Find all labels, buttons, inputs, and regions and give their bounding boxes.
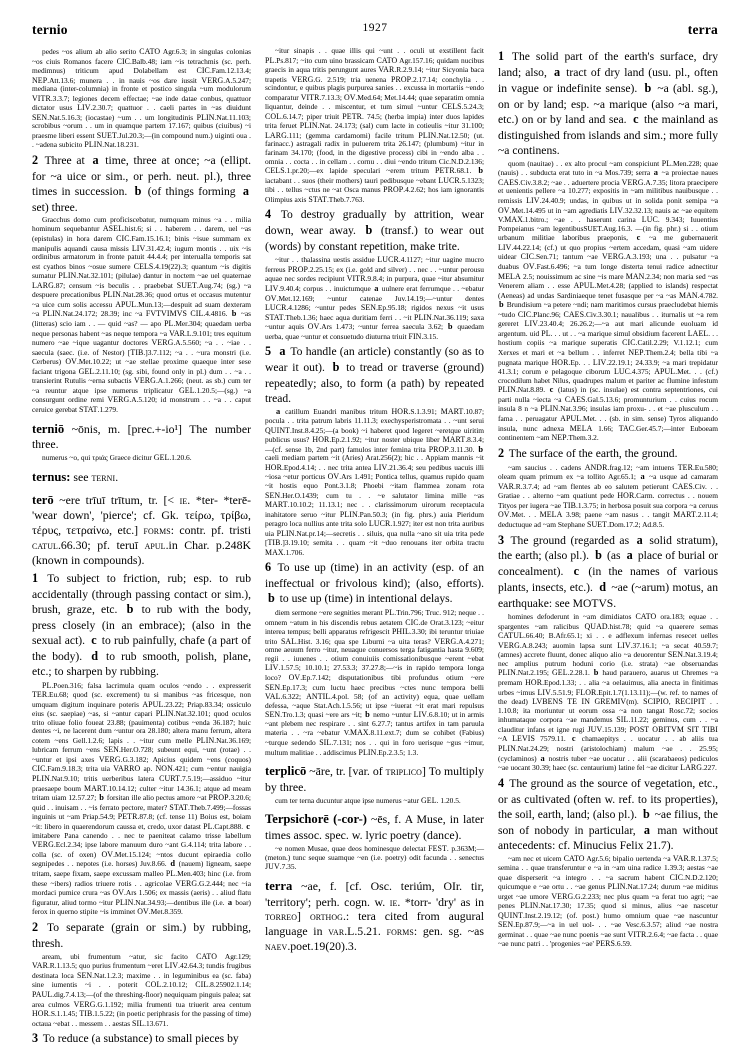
sense-paragraph (265, 560, 484, 607)
headword-definition: ~ere trīuī trītum, tr. [< IE. *ter- *terē- 'wear down', 'pierce'; cf. Gk. τείρω, τρίβω, τέρυς, τετραίνω, etc.] FORMS: contr. pf. tristi CATUL.66.30; pf. teruī APUL.in Char. p.248K (known in compounds). (32, 492, 251, 568)
citation-block: ~itur . . thalassina uestis assidue LUCR.4.1127; ~itur uagine mucro ferreus PROP.2.25.15; ex (i.e. gold and silver) . . nec . . ~untur perousu aquae nec sordes recipiunt VITR.9.8.4; in purpura, quae ~itur absumitur LIV.9.40.4; corpus . . inuictumque a uulnere erat ferrumque . . ~ebatur OV.Met.12.169; ~untur catenae Juv.14.19;—~untur dentes LUCR.4.1286; ~untur pedes SEN.Ep.95.18; rigidos nexus ~it usus STAT.Theb.1.36; haec aqua duritiam ferri . . ~it PLIN.Nat.36.119; saxa ~untur aquis OV.Ars 1.473; ~untur ferrea saecula 3.62; b quaedam uerba, quae ~untur et consuetudo diuturna triuit FIN.3.15. (265, 255, 484, 341)
sense-text: The ground as the source of vegetation, etc., or as cultivated (often w. ref. to its properties), the soil, earth, land; (also pl.). b ~ae filius, the son of nobody in particular, a man without antecedents: cf. Minucius Felix 21.7). (498, 776, 719, 853)
citation-block: pedes ~os alium ab alio serito CATO Agr.6.3; in singulas colonias ~os ciuis Romanos facere CIC.Balb.48; iam ~is tetrachmis (sc. perh. medimnus) triticum apud Dolabellam est CIC.Fam.12.13.4; NEP.Att.13.6; munera . . in nauis ~os dare iussit VERG.A.5.247; mediana (inter-columnia) in fronte et postico singula ~um modulorum VITR.3.3.7; legiones decem effectae; ~ae inde datae conbus, quattuor dictator usus LIV.2.30.7; quattuor . . caeli partes in ~as diuidunt SEN.Nat.5.16.3; (iocastae) ~um . . um longitudinis PLIN.Nat.11.103; scrobibus ~orum . . um in quamque partem 17.167; quibus (ciuibus) ~i praesme liberi essent SUET.Jul.20.3;—(in compound num.) uiginti oua . . ~adena subicito PLIN.Nat.18.231. (32, 47, 251, 150)
sense-number: 3 (32, 1031, 39, 1046)
dictionary-entry-headword (32, 493, 251, 568)
sense-number: 4 (265, 207, 272, 222)
sense-paragraph (498, 776, 718, 854)
citation-block: ~e nomen Musae, quae deos hominesque delectat FEST. p.363M;—(meton.) tunc seque suamque ~en (i.e. poetry) odit facunda . . senectus JUV.7.35. (265, 844, 484, 872)
citation-block: PL.Poen.316; falsa lacrimula quam oculos ~endo . . expresserit TER.Eu.68; quod (sc. excrement) tu si manibus ~as fricesque, non umquam digitum inquinare poteris APUL.23.22; Priap.83.34; ossiculo eius (sc. saepiae) ~as, si ~antur capari PLIN.Nat.32.101; quod oculos trito oliuae folio foueat 23.88; (pauimenta) cotibus ~enda 36.187; huic dentes ~i, ne lacerent dum ~untur ora 28.180; altera manu ferrum, altera cotem ~ens Gell.1.2.6; lapis . . ~itur cum melle PLIN.Nat.36.169; lubricam ferrum ~ens SEN.Her.O.728; subeunt equi, ~unt (rotae) . . ~untur et ipsi axes VERG.G.3.182; Apicius quidem ~ens (coquos) CIC.Fam.9.18.3; trita uia VARRO ap. NON.421; cum ~entur nauigia PLIN.Nat.9.10; tritis uerberibus latera CURT.7.5.19;—assiduo ~itur praesaepe boum MART.10.14.12; culter ~itur 14.36.1; atque ad meam tritam uiam 12.57.27; b forsitan ille alio pectus amore ~at PROP.3.20.6; quid . . inuisam . . ~is ferrato pectore, mater? STAT.Theb.7.499;—fossas inguinis ut ~am Priap.54.9; PETR.87.8; (cf. tense 11) Boius est, boiam ~it: libero in quaerendorum caussa et, credo, uxor datast PL.Capt.888. c imitabere Pana canendo . . nec te paeniteat calamo trisse labellum VERG.Ecl.2.34; ipse labore manuum duro ~ant G.4.114; trita labore . . colla (sc. of oxen) OV.Met.15.124; ~ntos ducunt epiraedia collo segnipedes . . nepotes (i.e. horses) Juv.8.66. d (nauem) ligneam, saepe tritam, saepe fixam, saepe excussam malleo PL.Men.403; hinc (i.e. from these ~ibers) radios triuere rotis . . agricolae VERG.G.2.444; nec ~ia mordaci pumice crura ~as OV.Ars 1.506; ex massis (aeris) . . aliud flatu figuratur, aliud tormo ~itur PLIN.Nat.34.93;—dentibus ille (i.e. a boar) ferox in querno stipite ~is imminet OV.Met.8.359. (32, 680, 252, 917)
sense-paragraph (32, 1031, 251, 1047)
sense-text: To use up (time) in an activity (esp. of an ineffectual or frivolous kind); (also, efforts). b to use up (time) in intentional delays. (265, 561, 484, 606)
headword-definition: ~āre, tr. [var. of TRIPLICO] To multiply by three. (265, 764, 484, 794)
headword-term: Terpsichorē (-cor-) (265, 812, 367, 827)
citation-block: aream, ubi frumentum ~atur, sic facito CATO Agr.129; VAR.R.1.13.5; quo purius frumentum ~eret LIV.42.64.3; tundis frugibus destinata loca SEN.Nat.1.2.3; maxime . . in leguminibus ea (sc. faba) sine iumentis ~i . . poterit COL.2.10.12; CIL.8.25902.1.14; PAUL.dig.7.4.13;—(of the threshing-floor) nequiquam pinguis palea; sat area culmos VERG.G.1.192; milia frumenti tua triuerit area centum HOR.S.1.1.45; TIB.1.5.22; (in poetic periphrasis for the passing of time) octaua ~ebat . . messem . . aestas SIL.13.671. (32, 951, 252, 1028)
citation-block: a catillum Euandri manibus tritum HOR.S.1.3.91; MART.10.87; pocula . . trita patrum labris 11.11.3; exechysperistromata . . ~unt serui QUINT.Inst.8.4.25;—(a book) ~i haberet quod legeret ~eretque uiritim publicus usus? HOR.Ep.2.1.92; ~itur noster ubique liber MART.8.3.4;—(cf. sense 1b, 2nd part) famulos inter femina trita PROP.3.11.30. b caeli mediam partem ~it (Aries) Arat.256(2); hic . . Appiam mannis ~it HOR.Epod.4.14; . . nec trita antea LIV.21.36.4; seu pedibus uacuis illi ~iosa ~etur porticus OV.Ars 1.491; Pontica tellus, quamus rupido quam ~it hostis equo Pont.3.1.8; Phoebi ~itam flammea zonam rota SEN.Her.O.1439; cum tu . . ~e salutator limina mille ~as MART.10.10.2; 11.13.1; nec . . clarissimorum uirorum receptacula inahitatore seruo ~itur PLIN.Pan.50.3; (in fig. phrs.) auia Pieridum peragro loca nullius ante trita solo LUCR.1.927; iter est non trita auribus uia PLIN.Nat.pr.14;—secretis . . siluis, qua nulla ~ano sit uia trita pede [TIB.]3.19.10; semita . . quam ~it ~duo renouans iter orbita tractu MAX.1.706. (265, 407, 485, 557)
running-head-right: terra (687, 22, 718, 37)
sense-paragraph (32, 153, 251, 215)
dictionary-entry-headword (265, 812, 484, 843)
headword-definition: ~ae, f. [cf. Osc. teriúm, OIr. tir, 'territory'; perh. cogn. w. IE. *torr- 'dry' as in TORREO] ORTHOG.: tera cited from augural language in VAR.L.5.21. FORMS: gen. sg. ~as NAEV.poet.19(20).3. (265, 878, 484, 954)
sense-paragraph (498, 533, 718, 612)
headword-term: terō (32, 492, 54, 507)
sense-paragraph (498, 446, 718, 462)
citation-block: ~am saucius . . cadens ANDR.frag.12; ~am intuens TER.Eu.580; oleam quam primum ex ~a tollito Agr.65.1; a ~a usque ad camaram VAR.R.3.7.4; ad ~am flentes ab eo salutem petierunt CAES.Civ. . . Gratiae . . alterno ~am quatiunt pede HOR.Carm. correctus . . nouem Tityos per iugera ~ae TIB.1.3.75; in herbosa posuit sua corpora ~a ceruus OV.Met. . . MELA 3.98; paene ~am nasus . . tangit MART.2.11.4; deductuque ad ~am Stephane SUET.Dom.17.2; Ad.8.5. (498, 462, 719, 529)
headword-term: terplicō (265, 764, 307, 779)
citation-block: ~am nec et uicem CATO Agr.5.6; bipalio uertenda ~a VAR.R.1.37.5; semina . . quae transferuntur e ~a in ~am uina radice 1.39.3; aestas ~ae quae disperserit ~a integro . . ~a sacrum habent CIC.N.D.2.120; quicumque e ~ae ortu . . ~ae genus PLIN.Nat.17.24; durum ~ae miditus urget ~ae umore VERG.G.2.233; nec plus quam ~a ferat tuo agri; ~ae penes PLIN.Nat.17.30; 17.35; quod si minus, alius ~ae nascetur QUINT.Inst.2.19.12; (of. post.) humo omnium quae ~ae nascuntur SEN.Ep.87.9;—~a in uel uol- . . ~ae Vesc.6.3.57; aliud ~ae nostra germinat . . quae ~ae nunc poenis ~ae sunt VITR.2.6.4; ~ae facta . . quae ~ae nunc patri . . 'progenies ~ae' PERS.6.59. (498, 854, 718, 949)
column-right (498, 46, 718, 951)
headword-term: ternus: (32, 469, 71, 484)
sense-number: 4 (498, 775, 505, 790)
running-head (32, 22, 718, 40)
sense-number: 1 (32, 570, 39, 585)
dictionary-entry-headword (32, 422, 251, 453)
sense-number: 3 (498, 532, 505, 547)
headword-definition: see TERNI. (70, 469, 119, 484)
citation-block: quom (nauitae) . . ex alto procul ~am conspiciunt PL.Men.228; quae (nauis) . . subducta erat tuto in ~a Mos.739; serra a ~a proiectae naues CAES.Civ.3.8.2; ~ae . . aduertere procia VERG.A.7.35; litora praecipere et uenientis pellere ~a 10.277; expositis in ~am militibus nauibusque . . remissis LIV.24.40.9; undas, in quibus ut in solida ponit semipa ~a OV.Met.14.495 ut in ~am agrediatis LIV.32.32.13; nauis ac ~ae equitem V.MAX.1.bitro.; ~ae . . haserunt carina LUC. 9.343; Iuuentius Pompeianus ~am legentibusSUET.Aug.16.3. —(in fig. phr.) si . . otium urbanum militiae laboribus praeponis, c ~a me gubernauerit LIV.44.22.14; (cf.) ut quo propius ~ertem accedam, quasi ~am uidere uidear CIC.Sen.71; tantum ~ae VERG.A.3.193; una . . pulsatur ~a duabus OV.Fast.6.496; ~a tum longe disterta tenui radice adnectitur MELA 2.5; nouissimum ac sine ~is mare MAN.2.34; non maria sed ~as Venerem aliam . . esse APUL.Met.4.28; (applied to islands) respectat (Aeneas) ad undas Sardiniaeque tenet fusasque per ~a ~as MAN.4.782. b Brundisium ~a petere ~ndi; nam maritimos cursus praecludebat hiemis ~tudo CIC.Planc.96; CAES.Civ.3.30.1; naualibus . . iturnalis ut ~a rem gereret LIV.23.40.4; 26.26.2;—~a aut mari alicunde euoluam id argentum. uid PL. . . ut . . ~a marique simul obsidium facerent LAEL. . . hostium copiis ~a marique superatis CIC.Catil.2.29; V.1.12.1; cum Xerxes et mari et ~a bellum . . inferret NEP.Them.2.4; bella tibi ~a pugnata marique HOR.Ep. . . LIV.22.19.1; 24.33.9; ~a mari trepidatur 41.3.1; corum e pelagoque ciborum LUC.4.375; APUL.Met. . . (cf.) crocodilum habet Nilus, quadrupes malum et pariter ac flumine infestum PLIN.Nat.8.89. c (latus) in (sc. insulae) est contra septentriones, cui parti nulla ~iecta ~a CAES.Gal.5.13.6; promunturium . . cuius rocum insula 8 n ~a PLIN.Nat.3.96; insulas iam proxu- . . et ~ae plusculum . . fama . . peruagatur APUL.Met. . . (sb. in sim. sense) Tyros aliquando insula, nunc adnexa MELA 1.66; TAC.Ger.45.7;—inter Euboeam continentem ~am NEP.Them.3.2. (498, 158, 719, 443)
citation-block: cum ter terna ducuntur atque ipse numerus ~atur GEL. 1.20.5. (275, 795, 461, 805)
dictionary-entry-headword (265, 879, 484, 954)
sense-text: To reduce (a substance) to small pieces by (40, 1032, 239, 1046)
headword-definition: ~ēs, f. A Muse, in later times assoc. spec. w. lyric poetry (dance). (265, 812, 484, 843)
sense-text: To separate (grain or sim.) by rubbing, thresh. (32, 920, 251, 950)
sense-text: a To handle (an article) constantly (so as to wear it out). b to tread or traverse (ground) repeatedly; also, to form (a path) by repeated tread. (265, 344, 484, 406)
sense-number: 5 (265, 344, 272, 359)
citation-block: ~itur sinapis . . quae illis qui ~unt . . oculi ut exstillent facit PL.Ps.817; ~ito cum uino brassicam CATO Agr.157.16; quidam nucibus graecis in aqua tritis perungunt aures VAR.R.2.9.14; ~itur Sicyonia baca trapetis VERG.G. 2.519; tria uenena PROP.2.17.14; conchylia . . scindontur, e quibus plagis purpurea sanies . . excussa in mortariis ~endo comparatur VITR.7.13.3; OV.Med.64; Met.14.44; quae separatim omnia liquantur, deinde . . miscentur, et tum simul ~untur CELS.5.24.3; COL.6.14.7; piper triuit PETR. 74.5; (herba impia) inter duos lapides trita feruet PLIN.Nat. 24.173; (sal) cum lacte in cotieulis ~itur 31.100; LARG.111; (gemma cardamomi) facile tritum PLIN.Nat.12.50; (ut. farinacc.) astragali radix in puluerem trita 26.147; (plumbum) ~itur in farinam 34.170; (food, in the digestive process) cibi in ~endo alba . . omnia . . cocta . . in cellam . . cornu . . diui ~endo tritum Cic.N.D.2.136; CELS.1.pr.20;—ex lapide speculari ~erem tritum PETR.68.1. b iactabant . . suos (their mothers) tauri pedibusque ~ebant LUCR.5.1323; tibi . . tellus ~ctus ne ~at Osca manus PROP.4.2.62; hos iam ignorantis Olimpius axis STAT.Theb.7.763. (265, 46, 485, 204)
sense-text: The solid part of the earth's surface, dry land; also, a tract of dry land (usu. pl., often in vague or indefinite sense). b ~a (abl. sg.), on or by land; esp. ~a marique (also ~a mari, etc.) on or by land and sea. c the mainland as distinguished from islands and sim.; more fully ~a continens. (498, 50, 718, 157)
sense-number: 2 (32, 919, 39, 934)
headword-term: terniō (32, 421, 65, 436)
sense-paragraph (498, 49, 718, 158)
citation-block: numerus ~o, qui τριάς Graece dicitur GEL.1.20.6. (42, 453, 192, 463)
sense-number: 2 (32, 153, 39, 168)
dictionary-entry-headword (32, 470, 251, 486)
sense-number: 1 (498, 49, 505, 63)
sense-paragraph (32, 920, 251, 951)
column-middle (265, 46, 485, 954)
citation-block: Gracchus domo cum proficiscebatur, numquam minus ~a . . milia hominum sequebantur ASEL.hist.6; si . . haberem . . darem, uel ~as (epistulas) in hora darem CIC.Fam.15.16.1; binis ~isue summam ex manipulis aquandi causa missis LIV.31.42.4; iugum montis . . uix ~is ordinibus armatorum in fronte patuit 44.4.4; per interualla temporis sat est cyathos binos ~osue sumere CELS.4.19(22).3; quantum ~is digitis sumatur PLIN.Nat.32.101; (pilulae) dantur in noctem ~ae uel quaternae LARG.87; censum ~is beculis . . praebebat SUET.Aug.74; (sg.) ~a despuere precationibus PLIN.Nat.28.36; quod ortus et occasus mutentur ~a uice cum solis accessu APUL.Mun.13;—despuit ad suam dexteram ~a PLIN.Nat.24.172; 28.39; inc ~a FVTVIMVS CIL.4.4816. b ~as (litteras) scio iam . . — quid ~as? — apo PL.Mer.304; quaedam uerba neque personas habent ~as neque tempora ~a VAR.L.9.101; tres equitum numero ~ae ~ique uagantur doctores VERG.A.5.560; ~a . . ~iae . . saecula (saec. (i.e. of Nestor) [TIB.]3.7.112; ~a . . ~ura monstri (i.e. Cerberus) OV.Met.10.22; ut ~ae stellae proxime quaeque inter sese faciant trigona GEL.2.11.10; (sg. sibi, found only in pl.) dum . . ~a . . transierint Rutulis ~erna subactis VERG.A.1.266; (neut. as sb.) cum ter ~a reuntur atque ipse numerus triplicatur GEL.1.20.5;—(sg.) ~a consurgunt ordine remi VERG.A.5.120; id monstrum . . ~a . . caput ceruice gerebat STAT.1.279. (32, 214, 252, 414)
headword-term: terra (265, 878, 293, 893)
sense-paragraph (265, 207, 484, 254)
sense-paragraph (265, 344, 484, 406)
sense-text: The ground (regarded as a solid stratum), the earth; (also pl.). b (as a place of burial or concealment). c (in the names of various plants, insects, etc.). d ~ae (~arum) motus, an earthquake: see MOTVS. (498, 532, 718, 610)
sense-number: 2 (498, 445, 505, 460)
headword-definition: ~ōnis, m. [prec.+-io¹] The number three. (32, 421, 251, 452)
citation-block: diem sermone ~ere segnities merant PL.Trin.796; Truc. 912; neque . . omnem ~atum in his discendis rebus aetatem CIC.de Orat.3.123; ~eitur interea tempus; belli apparatus refrigescit PHIL.3.30; ibi teruntur triuiae trito SAL.Hist. 3.16; qua spe Liburni ~a uita teras? VERG.A.4.271; omne aeuum ferro ~itur, neuaque conuersos terga fatigantia hasta 9.609; regii . . iuuenes . . otium conuiuiis comissationibusque ~erent ~ebat LIV.1.57.5; 10.10.1; 27.53.3; 37.27.8;—~is in rapido tempora longa loco? OV.Ep.7.142; disputationibus tibi profundus otium ~ere SEN.Ep.17.3; cum luctu haec precibus ~ctes nunc tempora belli VAL.6.322; ANTIL.4.pol. 58; (of an activity) equa, quae uellam defessa, ~aque Stat.Ach.1.5.56; ut ipse ~iuerat ~it erat mari repulsus SEN.Tro.1.3; quasi ~ere ars ~it; b nemo ~untur LIV.6.8.10; ut in armis ~ant plebem nec respirare . . sint 6.27.7; tantus artifex in tam paruula materia . . ~ra ~ebatur V.MAX.8.11.ext.7; dum se cohibet (Fabius) ~turque sedendo SIL.7.131; nos . . qui in foro uerisque ~gus ~imur, multum malitiae . . addiscimus PLIN.Ep.2.3.5; 1.3. (265, 608, 484, 757)
sense-text: Three at a time, three at once; ~a (ellipt. for ~a uice or sim., or perh. neut. pl.), three times in succession. b (of things forming a set) three. (32, 153, 251, 214)
sense-paragraph (32, 571, 251, 680)
page-number: 1927 (362, 22, 388, 34)
sense-text: The surface of the earth, the ground. (506, 446, 678, 460)
dictionary-entry-headword (265, 764, 484, 795)
sense-number: 6 (265, 560, 272, 575)
running-head-left: ternio (32, 22, 68, 37)
sense-text: To destroy gradually by attrition, wear down, wear away. b (transf.) to wear out (words) by constant repetition, make trite. (265, 208, 484, 254)
column-container (32, 46, 719, 1046)
column-left (32, 46, 252, 1046)
sense-text: To subject to friction, rub; esp. to rub accidentally (through passing contact or sim.), brush, graze, etc. b to rub with the body, press closely (in an embrace); (also in the sexual act). c to rub painfully, chafe (a part of the body). d to rub smooth, polish, plane, etc.; to sharpen by rubbing. (32, 571, 251, 679)
citation-block: homines defoderunt in ~am dimidiatos CATO ora.183; equae . . spargentes ~am ralicibus QUAD.hist.78; quid ~a quaerere semas CATUL.66.40; B.Afr.65.1; xi . . e adflexum infernas resecet uelles VERG.A.8.243; auomin lapsa sunt LIV.37.16.1; ~a secat 40.59.7; (amnes) accrete fluunt, donec aliquo alio ~a deuorentur SEN.Nat.3.19.4; nec amplius putrum hoduni corio (i.e. strata) ~ae obseruandas PLIN.Nat.2.195; GEL.2.28.1. b haud parauero, auarus ut Chremes ~a premam HOR.Epod.1.33; . . alia ~a oelauimus, alia anecta in finitimas urbes ~imus LIV.5.51.9; FLOR.Epit.1.7(1.13.11);—(w. ref. to names of the dead) LVBENS TE IN GREMIV(m). SCIPIO, RECIPIT . . 1.10.8; ita moriuntur ut eorum ossa ~a non tangat Rosc.72; socios inhumataque corpora ~ae mandemus SIL.11.22; geminus, cum . . ~a clauditur infans et igne rugi JUV.15.139; POST OBITVM SIT TIBI ~A LEVIS 7579.11. c chamaepitys . . uocatur . . ab aliis tua PLIN.Nat.24.29; nostri (aristolochiam) malum ~ae . . 25.95; (cyclaminos) a nostris tuber ~ae uocatur . . alii (scarabaeos) pediculos ~ae uocant 30.39; haec (sc. centaurium) latine fel ~ae dicitur LARG.227. (498, 612, 719, 773)
